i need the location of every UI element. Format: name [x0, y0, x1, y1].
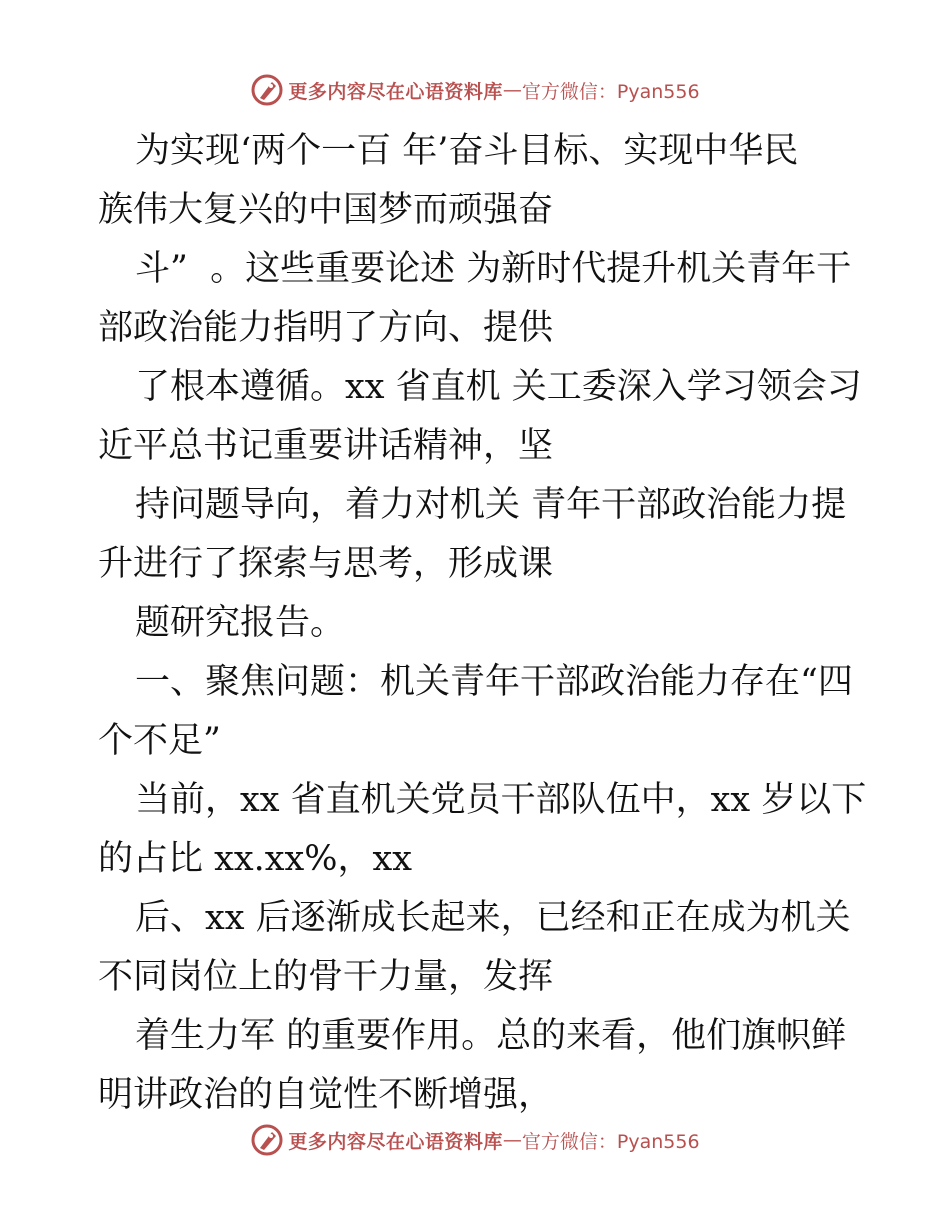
- header-watermark: [0, 70, 950, 110]
- body-text-line: 个不足”: [98, 721, 221, 761]
- body-text-line: 题研究报告。: [135, 603, 346, 643]
- body-text-line: 当前，xx 省直机关党员干部队伍中，xx 岁以下: [135, 780, 867, 820]
- body-text-line: 了根本遵循。xx 省直机 关工委深入学习领会习: [135, 367, 862, 407]
- body-text-line: 为实现‘两个一百 年’奋斗目标、实现中华民: [135, 131, 799, 171]
- body-text-line: 近平总书记重要讲话精神，坚: [98, 426, 554, 466]
- watermark-contact-text: 官方微信：Pyan556: [521, 80, 700, 103]
- body-text-line: 升进行了探索与思考，形成课: [98, 544, 554, 584]
- watermark-site-text: 更多内容尽在心语资料库: [288, 1130, 503, 1153]
- pen-nib-circle-icon: [250, 73, 284, 107]
- body-text-line: 后、xx 后逐渐成长起来，已经和正在成为机关: [135, 898, 851, 938]
- body-text-line: 着生力军 的重要作用。总的来看，他们旗帜鲜: [135, 1016, 847, 1056]
- watermark-separator: —: [502, 1129, 522, 1151]
- pen-nib-circle-icon: [250, 1123, 284, 1157]
- body-text-line: 明讲政治的自觉性不断增强，: [98, 1075, 554, 1115]
- body-text-line: 不同岗位上的骨干力量，发挥: [98, 957, 554, 997]
- watermark-site-text: 更多内容尽在心语资料库: [288, 80, 503, 103]
- watermark-separator: —: [502, 79, 522, 101]
- body-text-line: 族伟大复兴的中国梦而顽强奋: [98, 190, 554, 230]
- body-text-line: 的占比 xx.xx%，xx: [98, 839, 412, 879]
- footer-watermark: [0, 1120, 950, 1160]
- body-text-line: 部政治能力指明了方向、提供: [98, 308, 554, 348]
- body-text-line: 持问题导向，着力对机关 青年干部政治能力提: [135, 485, 847, 525]
- document-body: [98, 122, 867, 1125]
- body-text-line: 斗” 。这些重要论述 为新时代提升机关青年干: [135, 249, 852, 289]
- watermark-contact-text: 官方微信：Pyan556: [521, 1130, 700, 1153]
- body-text-line: 一、聚焦问题：机关青年干部政治能力存在“四: [135, 662, 853, 702]
